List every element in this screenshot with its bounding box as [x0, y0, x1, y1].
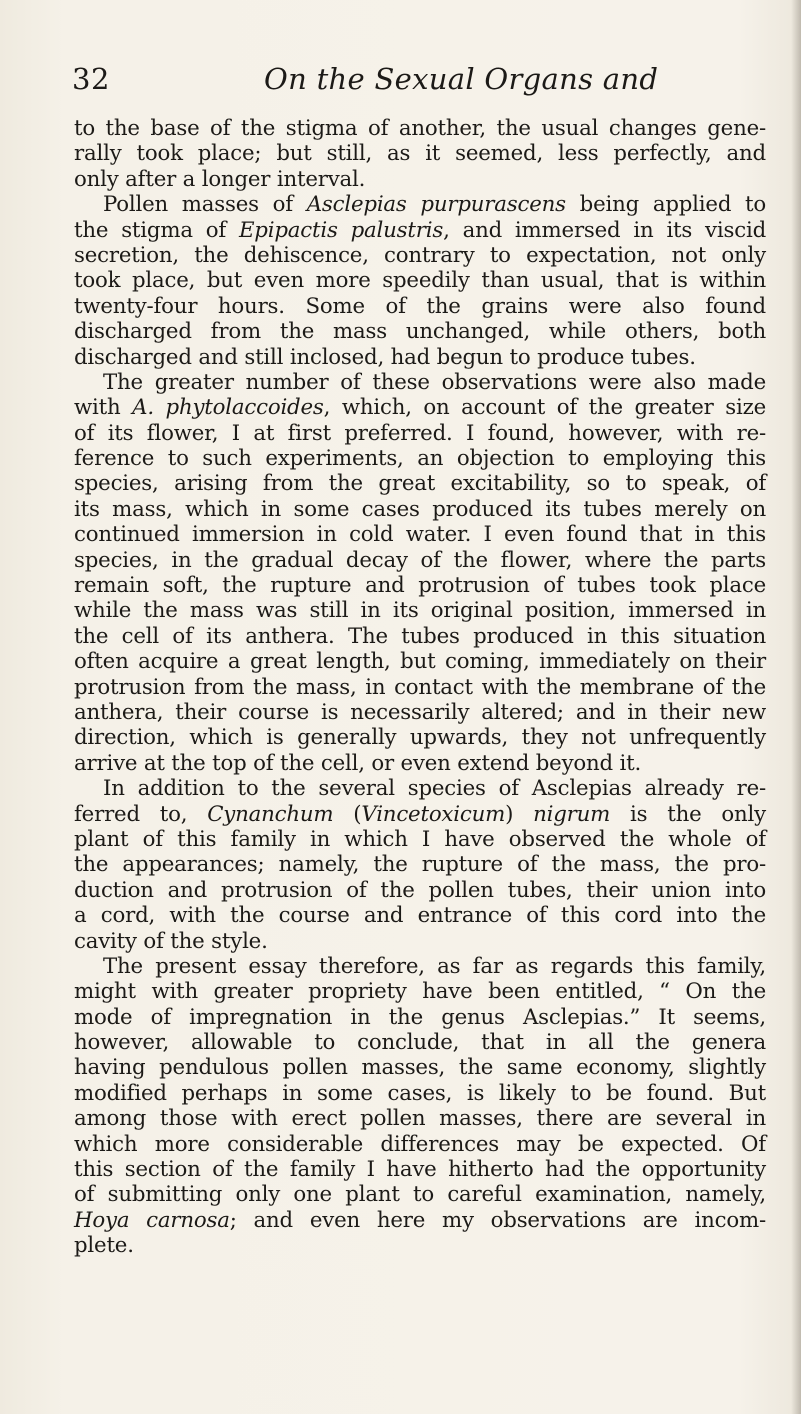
italic-term: Asclepias purpurascens — [306, 192, 566, 218]
text-line — [103, 192, 766, 217]
text-line: ference to such experiments, an objection to employing this — [74, 446, 766, 472]
italic-term: A. phytolaccoides — [132, 395, 324, 421]
text-line: its mass, which in some cases produced its tubes merely on — [74, 496, 766, 522]
text-fragment: being applied to — [565, 192, 766, 218]
text-line: took place, but even more speedily than usual, that is within — [74, 268, 766, 294]
text-line: anthera, their course is necessarily altered; and in their new — [74, 699, 766, 725]
text-fragment: Pollen masses of — [103, 192, 307, 218]
text-line: species, arising from the great excitability, so to speak, of — [74, 471, 766, 497]
text-line: direction, which is generally upwards, they not unfrequently — [74, 725, 766, 751]
page-edge-shadow — [791, 0, 801, 1414]
italic-term: nigrum — [533, 801, 611, 827]
text-line: modified perhaps in some cases, is likely to be found. But — [74, 1080, 766, 1106]
text-line: often acquire a great length, but coming, immediately on their — [74, 649, 766, 675]
text-fragment: ( — [333, 801, 362, 827]
text-line: while the mass was still in its original position, immersed in — [74, 598, 766, 624]
text-line: of submitting only one plant to careful examination, namely, — [74, 1182, 766, 1208]
text-line: The greater number of these observations were also made — [103, 369, 766, 395]
text-line: arrive at the top of the cell, or even extend beyond it. — [74, 750, 642, 776]
text-fragment: is the only — [610, 801, 766, 827]
text-line: discharged and still inclosed, had begun to produce tubes. — [74, 344, 696, 370]
text-line: a cord, with the course and entrance of this cord into the — [74, 903, 766, 929]
text-line: to the base of the stigma of another, the usual changes gene- — [74, 116, 766, 141]
text-line — [74, 218, 766, 243]
text-fragment: ferred to, — [74, 801, 208, 827]
text-line: among those with erect pollen masses, there are several in — [74, 1106, 766, 1132]
text-line: duction and protrusion of the pollen tubes, their union into — [74, 877, 766, 903]
text-line: protrusion from the mass, in contact with the membrane of the — [74, 674, 766, 700]
text-line: which more considerable differences may be expected. Of — [74, 1131, 766, 1157]
text-line: however, allowable to conclude, that in all the genera — [74, 1030, 766, 1056]
text-line: In addition to the several species of Asclepias already re- — [103, 776, 766, 802]
text-line: of its flower, I at first preferred. I found, however, with re- — [74, 420, 766, 446]
text-line: rally took place; but still, as it seemed, less perfectly, and — [74, 141, 766, 167]
text-line: secretion, the dehiscence, contrary to expectation, not only — [74, 242, 766, 268]
text-line: only after a longer interval. — [74, 166, 366, 192]
text-line: the cell of its anthera. The tubes produced in this situation — [74, 623, 766, 649]
italic-term: Cynanchum — [207, 801, 334, 827]
text-line: continued immersion in cold water. I even found that in this — [74, 522, 766, 548]
text-line — [74, 802, 766, 827]
text-line: species, in the gradual decay of the flower, where the parts — [74, 547, 766, 573]
text-line: twenty-four hours. Some of the grains were also found — [74, 293, 766, 319]
italic-term: Hoya carnosa — [74, 1207, 230, 1233]
text-line: remain soft, the rupture and protrusion of tubes took place — [74, 573, 766, 599]
text-line: having pendulous pollen masses, the same economy, slightly — [74, 1055, 766, 1081]
text-line — [74, 1208, 766, 1233]
text-line: mode of impregnation in the genus Asclepias.” It seems, — [74, 1004, 766, 1030]
text-fragment: ; and even here my observations are incom- — [229, 1207, 766, 1233]
page-header — [72, 62, 762, 102]
text-line — [74, 395, 766, 420]
text-line: plete. — [74, 1233, 134, 1259]
text-fragment: the stigma of — [74, 217, 239, 243]
text-line: cavity of the style. — [74, 928, 268, 954]
text-line: the appearances; namely, the rupture of the mass, the pro- — [74, 852, 766, 878]
text-line: might with greater propriety have been entitled, “ On the — [74, 979, 766, 1005]
text-fragment: with — [74, 395, 133, 421]
page-number: 32 — [72, 62, 110, 96]
text-line: this section of the family I have hitherto had the opportunity — [74, 1157, 766, 1183]
text-fragment: ) — [505, 801, 534, 827]
text-line: The present essay therefore, as far as regards this family, — [103, 953, 766, 979]
text-fragment: , which, on account of the greater size — [323, 395, 766, 421]
text-line: discharged from the mass unchanged, while others, both — [74, 319, 766, 345]
text-line: plant of this family in which I have observed the whole of — [74, 826, 766, 852]
italic-term: Epipactis palustris — [238, 217, 444, 243]
body-text — [74, 116, 766, 1259]
italic-term: Vincetoxicum — [361, 801, 506, 827]
text-fragment: , and immersed in its viscid — [443, 217, 766, 243]
running-head: On the Sexual Organs and — [264, 62, 659, 96]
